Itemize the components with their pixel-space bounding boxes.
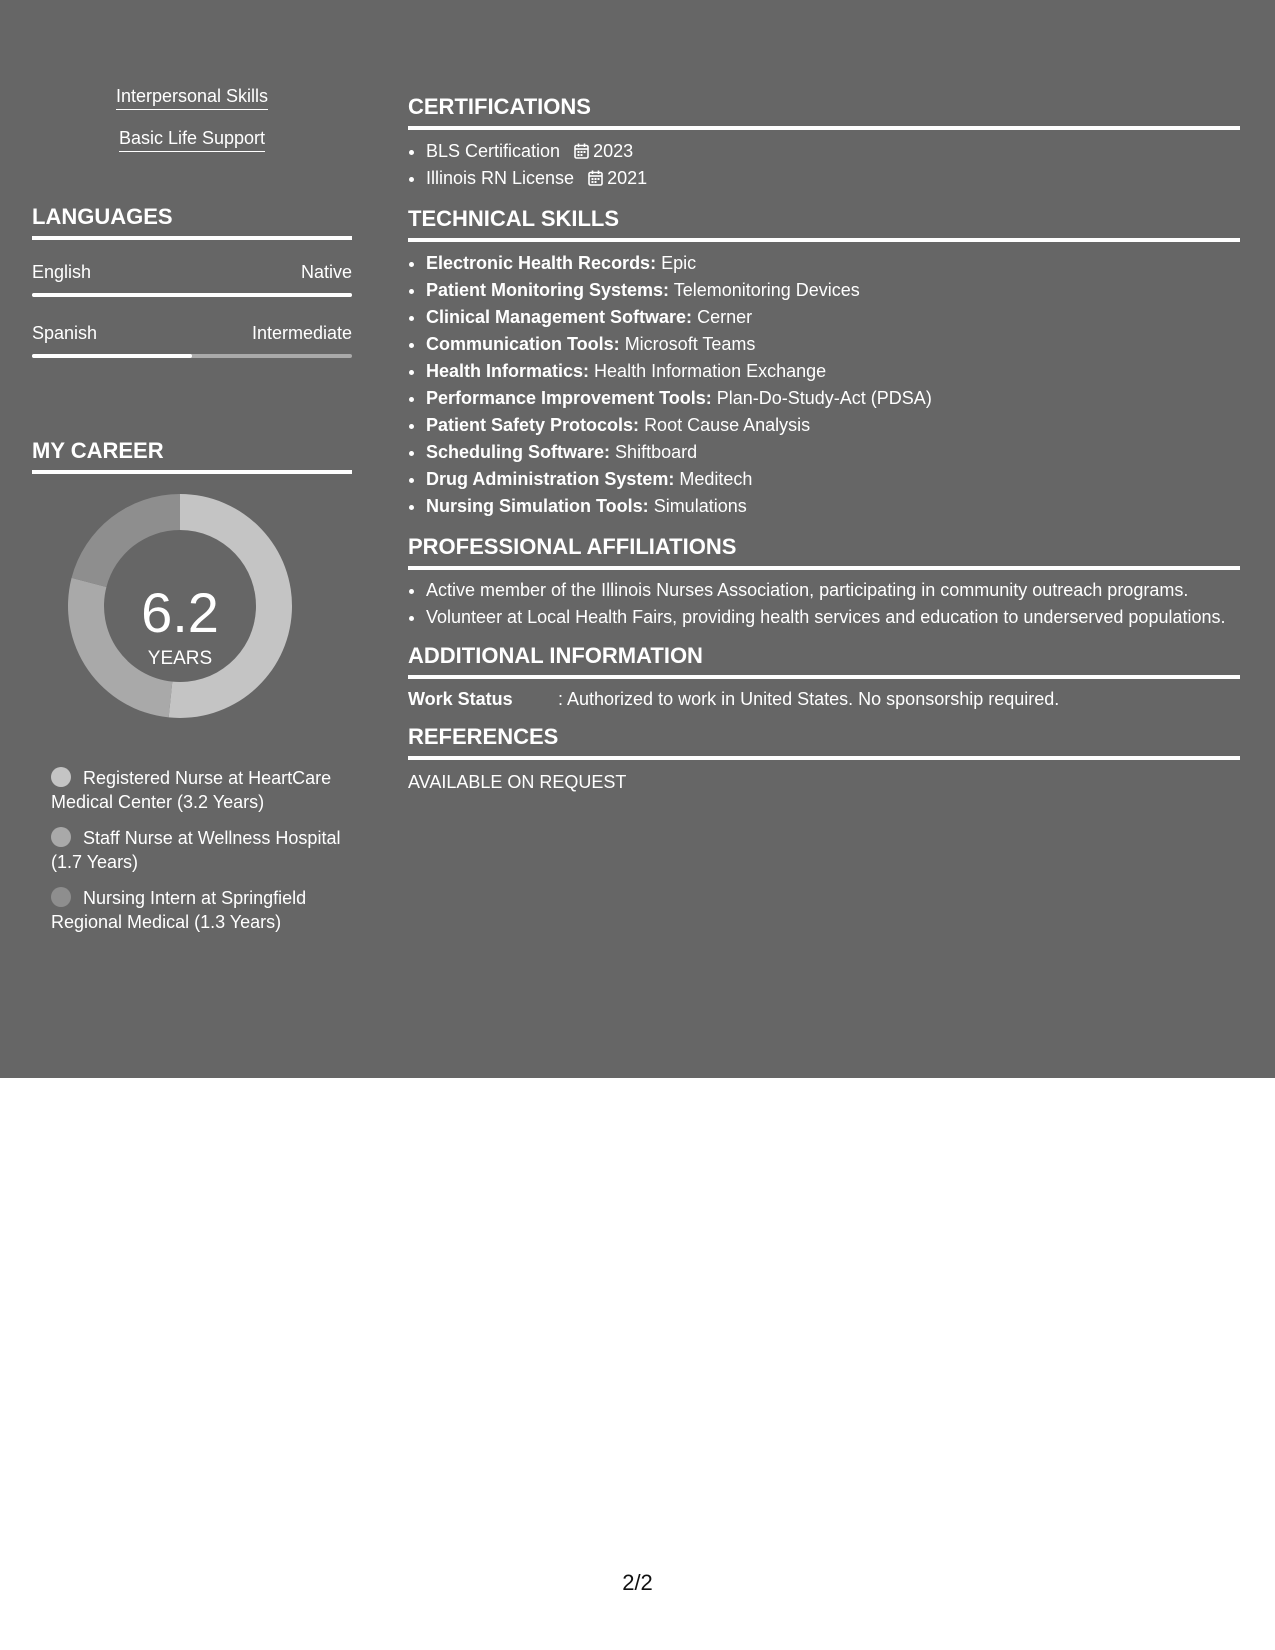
work-status-label: Work Status — [408, 689, 513, 709]
career-total-unit: YEARS — [147, 648, 213, 669]
legend-dot — [51, 827, 71, 847]
language-level: Native — [300, 262, 352, 282]
certification-year: 2023 — [593, 141, 634, 161]
additional-info-heading: ADDITIONAL INFORMATION — [408, 643, 1240, 679]
references-text: AVAILABLE ON REQUEST — [408, 772, 627, 792]
career-legend-item: Staff Nurse at Wellness Hospital (1.7 Years) — [51, 828, 341, 872]
work-status-value: : Authorized to work in United States. No sponsorship required. — [558, 689, 1060, 709]
skill-tag: Interpersonal Skills — [32, 86, 352, 110]
references-heading: REFERENCES — [408, 724, 1240, 760]
career-heading: MY CAREER — [32, 438, 352, 474]
technical-skill-item: • Drug Administration System: Meditech — [426, 466, 1240, 493]
technical-skill-item: • Performance Improvement Tools: Plan-Do-Study-Act (PDSA) — [426, 385, 1240, 412]
certification-year: 2021 — [607, 168, 648, 188]
career-legend-item: Registered Nurse at HeartCare Medical Center (3.2 Years) — [51, 768, 332, 812]
language-proficiency-bar — [32, 354, 352, 358]
certification-item: • Illinois RN License 2021 — [426, 165, 1240, 192]
main-content — [408, 94, 1240, 793]
language-proficiency-fill — [32, 354, 192, 358]
legend-dot — [51, 887, 71, 907]
language-proficiency-bar — [32, 293, 352, 297]
affiliation-item: • Volunteer at Local Health Fairs, providing health services and education to underserved populations. — [426, 605, 1240, 629]
technical-skill-item: • Patient Safety Protocols: Root Cause Analysis — [426, 412, 1240, 439]
certification-item: • BLS Certification 2023 — [426, 138, 1240, 165]
career-donut-chart — [32, 494, 352, 730]
career-total-years: 6.2 — [141, 581, 219, 644]
language-name: Spanish — [32, 323, 98, 343]
language-spanish — [32, 323, 352, 358]
skill-tag: Basic Life Support — [32, 128, 352, 152]
calendar-icon — [574, 143, 589, 159]
sidebar — [32, 86, 352, 946]
technical-skills-list — [408, 250, 1240, 520]
language-name: English — [32, 262, 92, 282]
certifications-heading: CERTIFICATIONS — [408, 94, 1240, 130]
affiliation-item: • Active member of the Illinois Nurses Association, participating in community outreach programs. — [426, 578, 1240, 602]
work-status-row — [408, 689, 1240, 710]
technical-skill-item: • Electronic Health Records: Epic — [426, 250, 1240, 277]
technical-skill-item: • Patient Monitoring Systems: Telemonitoring Devices — [426, 277, 1240, 304]
calendar-icon — [588, 170, 603, 186]
technical-skill-item: • Scheduling Software: Shiftboard — [426, 439, 1240, 466]
technical-skill-item: • Nursing Simulation Tools: Simulations — [426, 493, 1240, 520]
certifications-list — [408, 138, 1240, 192]
language-proficiency-fill — [32, 293, 352, 297]
technical-skill-item: • Communication Tools: Microsoft Teams — [426, 331, 1240, 358]
language-level: Intermediate — [251, 323, 352, 343]
language-english — [32, 262, 352, 297]
technical-skill-item: • Health Informatics: Health Information Exchange — [426, 358, 1240, 385]
technical-skill-item: • Clinical Management Software: Cerner — [426, 304, 1240, 331]
career-legend-item: Nursing Intern at Springfield Regional Medical (1.3 Years) — [51, 888, 307, 932]
languages-heading: LANGUAGES — [32, 204, 352, 240]
technical-skills-heading: TECHNICAL SKILLS — [408, 206, 1240, 242]
legend-dot — [51, 767, 71, 787]
page-number: 2/2 — [622, 1570, 653, 1595]
career-legend — [32, 766, 352, 934]
affiliations-heading: PROFESSIONAL AFFILIATIONS — [408, 534, 1240, 570]
affiliations-list — [408, 578, 1240, 629]
career-donut-segment — [72, 494, 180, 587]
